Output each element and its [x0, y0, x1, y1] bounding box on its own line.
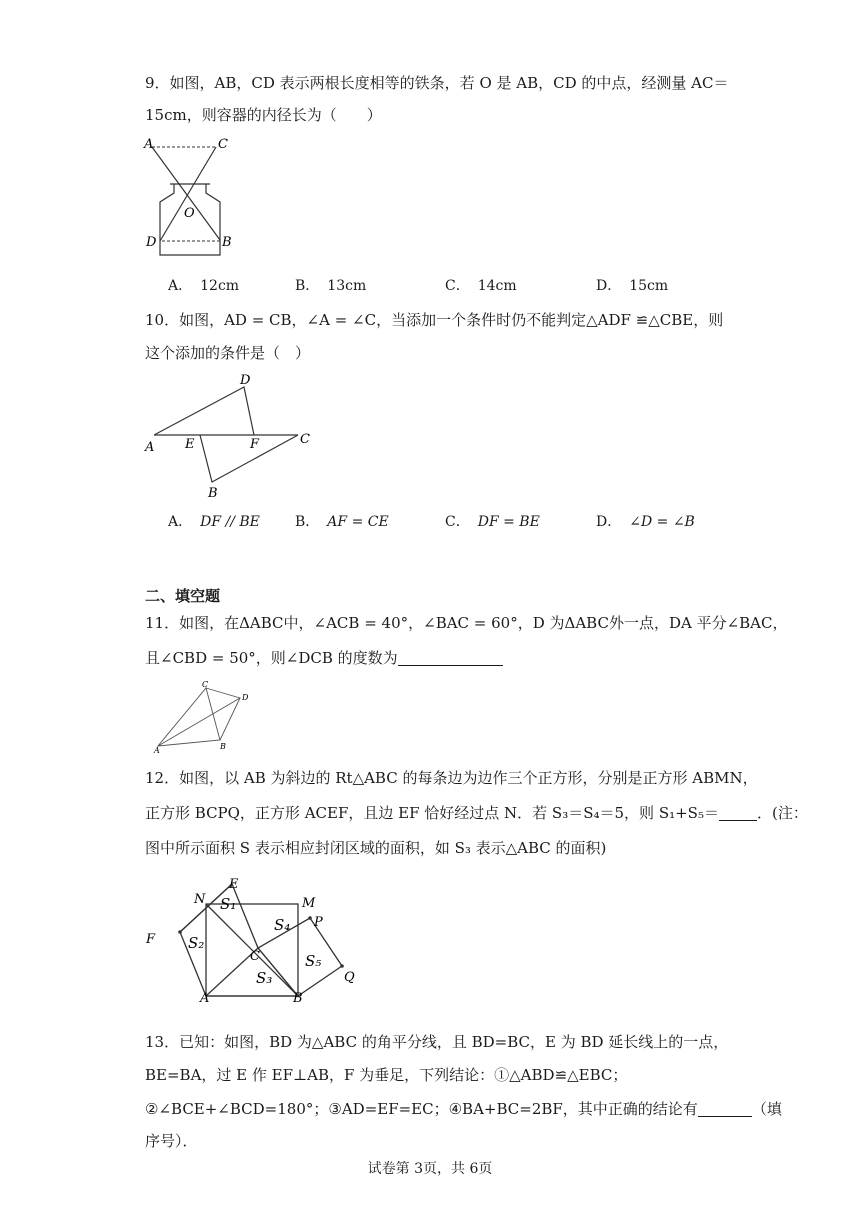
q10-option-d: D． ∠D = ∠B	[596, 514, 695, 530]
q11-label-d: D	[242, 693, 249, 702]
q10-label-d: D	[240, 373, 251, 388]
q12-label-b: B	[293, 991, 303, 1006]
q12-figure	[140, 870, 365, 1005]
q9-text-line2: 15cm，则容器的内径长为（ ）	[145, 106, 382, 124]
q9-option-c: C． 14cm	[445, 278, 517, 294]
q9-option-d: D． 15cm	[596, 278, 669, 294]
q10-figure	[140, 370, 320, 505]
q11-text-line2: 且∠CBD = 50°，则∠DCB 的度数为	[145, 648, 503, 668]
q10-line-ebc	[200, 435, 298, 482]
q10-label-f: F	[250, 437, 260, 452]
q11-figure	[150, 680, 260, 755]
q11-answer-blank[interactable]	[398, 649, 503, 666]
q9-figure	[140, 135, 240, 255]
q12-label-e: E	[229, 877, 239, 892]
q12-answer-blank[interactable]	[719, 804, 757, 821]
q9-label-c: C	[218, 137, 228, 152]
q13-text-line2: BE=BA，过 E 作 EF⊥AB，F 为垂足，下列结论：①△ABD≌△EBC；	[145, 1066, 628, 1084]
q12-point-p	[308, 916, 312, 920]
q13-text-line4: 序号）．	[145, 1132, 198, 1150]
q10-label-b: B	[208, 486, 218, 501]
q12-label-f: F	[146, 932, 156, 947]
q11-label-c: C	[202, 680, 209, 689]
q11-label-a: A	[154, 746, 160, 755]
q12-text-line1: 12．如图，以 AB 为斜边的 Rt△ABC 的每条边为边作三个正方形，分别是正方形 ABMN，	[145, 769, 758, 787]
q12-point-f	[178, 930, 182, 934]
q9-line-ab	[152, 147, 220, 240]
q11-triangle-abc	[158, 688, 220, 746]
q9-label-d: D	[146, 235, 157, 250]
q9-label-o: O	[184, 206, 195, 221]
page-footer: 试卷第 3页，共 6页	[367, 1161, 493, 1177]
q12-text-line3: 图中所示面积 S 表示相应封闭区域的面积，如 S₃ 表示△ABC 的面积)	[145, 839, 607, 857]
q13-text-line3: ②∠BCE+∠BCD=180°；③AD=EF=EC；④BA+BC=2BF，其中正确的结论有 （填	[145, 1100, 782, 1118]
q12-text-line2: 正方形 BCPQ，正方形 ACEF，且边 EF 恰好经过点 N．若 S₃＝S₄＝5，则 S₁+S₅＝ ．(注：	[145, 804, 808, 822]
q10-text-line1: 10．如图，AD = CB，∠A = ∠C，当添加一个条件时仍不能判定△ADF ≌△CBE，则	[145, 311, 724, 329]
q9-option-a: A． 12cm	[168, 278, 240, 294]
q10-line-adf	[154, 387, 254, 435]
q10-label-c: C	[300, 432, 310, 447]
q12-label-s3: S₃	[256, 969, 273, 987]
q13-answer-blank[interactable]	[698, 1100, 752, 1117]
q9-label-a: A	[144, 137, 154, 152]
q12-label-s4: S₄	[274, 916, 291, 934]
q12-label-s5: S₅	[305, 952, 322, 970]
q9-label-b: B	[222, 235, 232, 250]
q10-option-c: C． DF = BE	[445, 514, 540, 530]
q13-text-line1: 13．已知：如图，BD 为△ABC 的角平分线，且 BD=BC，E 为 BD 延长线上的一点，	[145, 1033, 729, 1051]
q12-label-a: A	[200, 991, 210, 1006]
q11-line-cdb	[206, 688, 240, 740]
q11-text-line1: 11．如图，在ΔABC中，∠ACB = 40°，∠BAC = 60°，D 为ΔABC外一点，DA 平分∠BAC，	[145, 614, 788, 632]
q9-option-b: B． 13cm	[295, 278, 367, 294]
q11-line-ad	[158, 698, 240, 746]
q10-option-a: A． DF // BE	[168, 514, 260, 530]
q10-text-line2: 这个添加的条件是（ ）	[145, 344, 311, 362]
q12-label-s2: S₂	[188, 934, 205, 952]
q10-label-a: A	[145, 440, 155, 455]
q9-text-line1: 9．如图，AB，CD 表示两根长度相等的铁条，若 O 是 AB，CD 的中点，经测量 AC＝	[145, 74, 729, 92]
q12-label-m: M	[302, 896, 316, 911]
section-title-fill-in: 二、填空题	[145, 587, 221, 605]
q12-label-c: C	[250, 949, 260, 964]
q12-label-n: N	[194, 892, 206, 907]
q12-point-q	[340, 964, 344, 968]
q12-label-p: P	[314, 915, 323, 930]
q12-label-s1: S₁	[220, 895, 237, 913]
q12-label-q: Q	[344, 970, 355, 985]
q11-label-b: B	[220, 742, 226, 751]
q10-option-b: B． AF = CE	[295, 514, 389, 530]
q10-label-e: E	[185, 437, 195, 452]
